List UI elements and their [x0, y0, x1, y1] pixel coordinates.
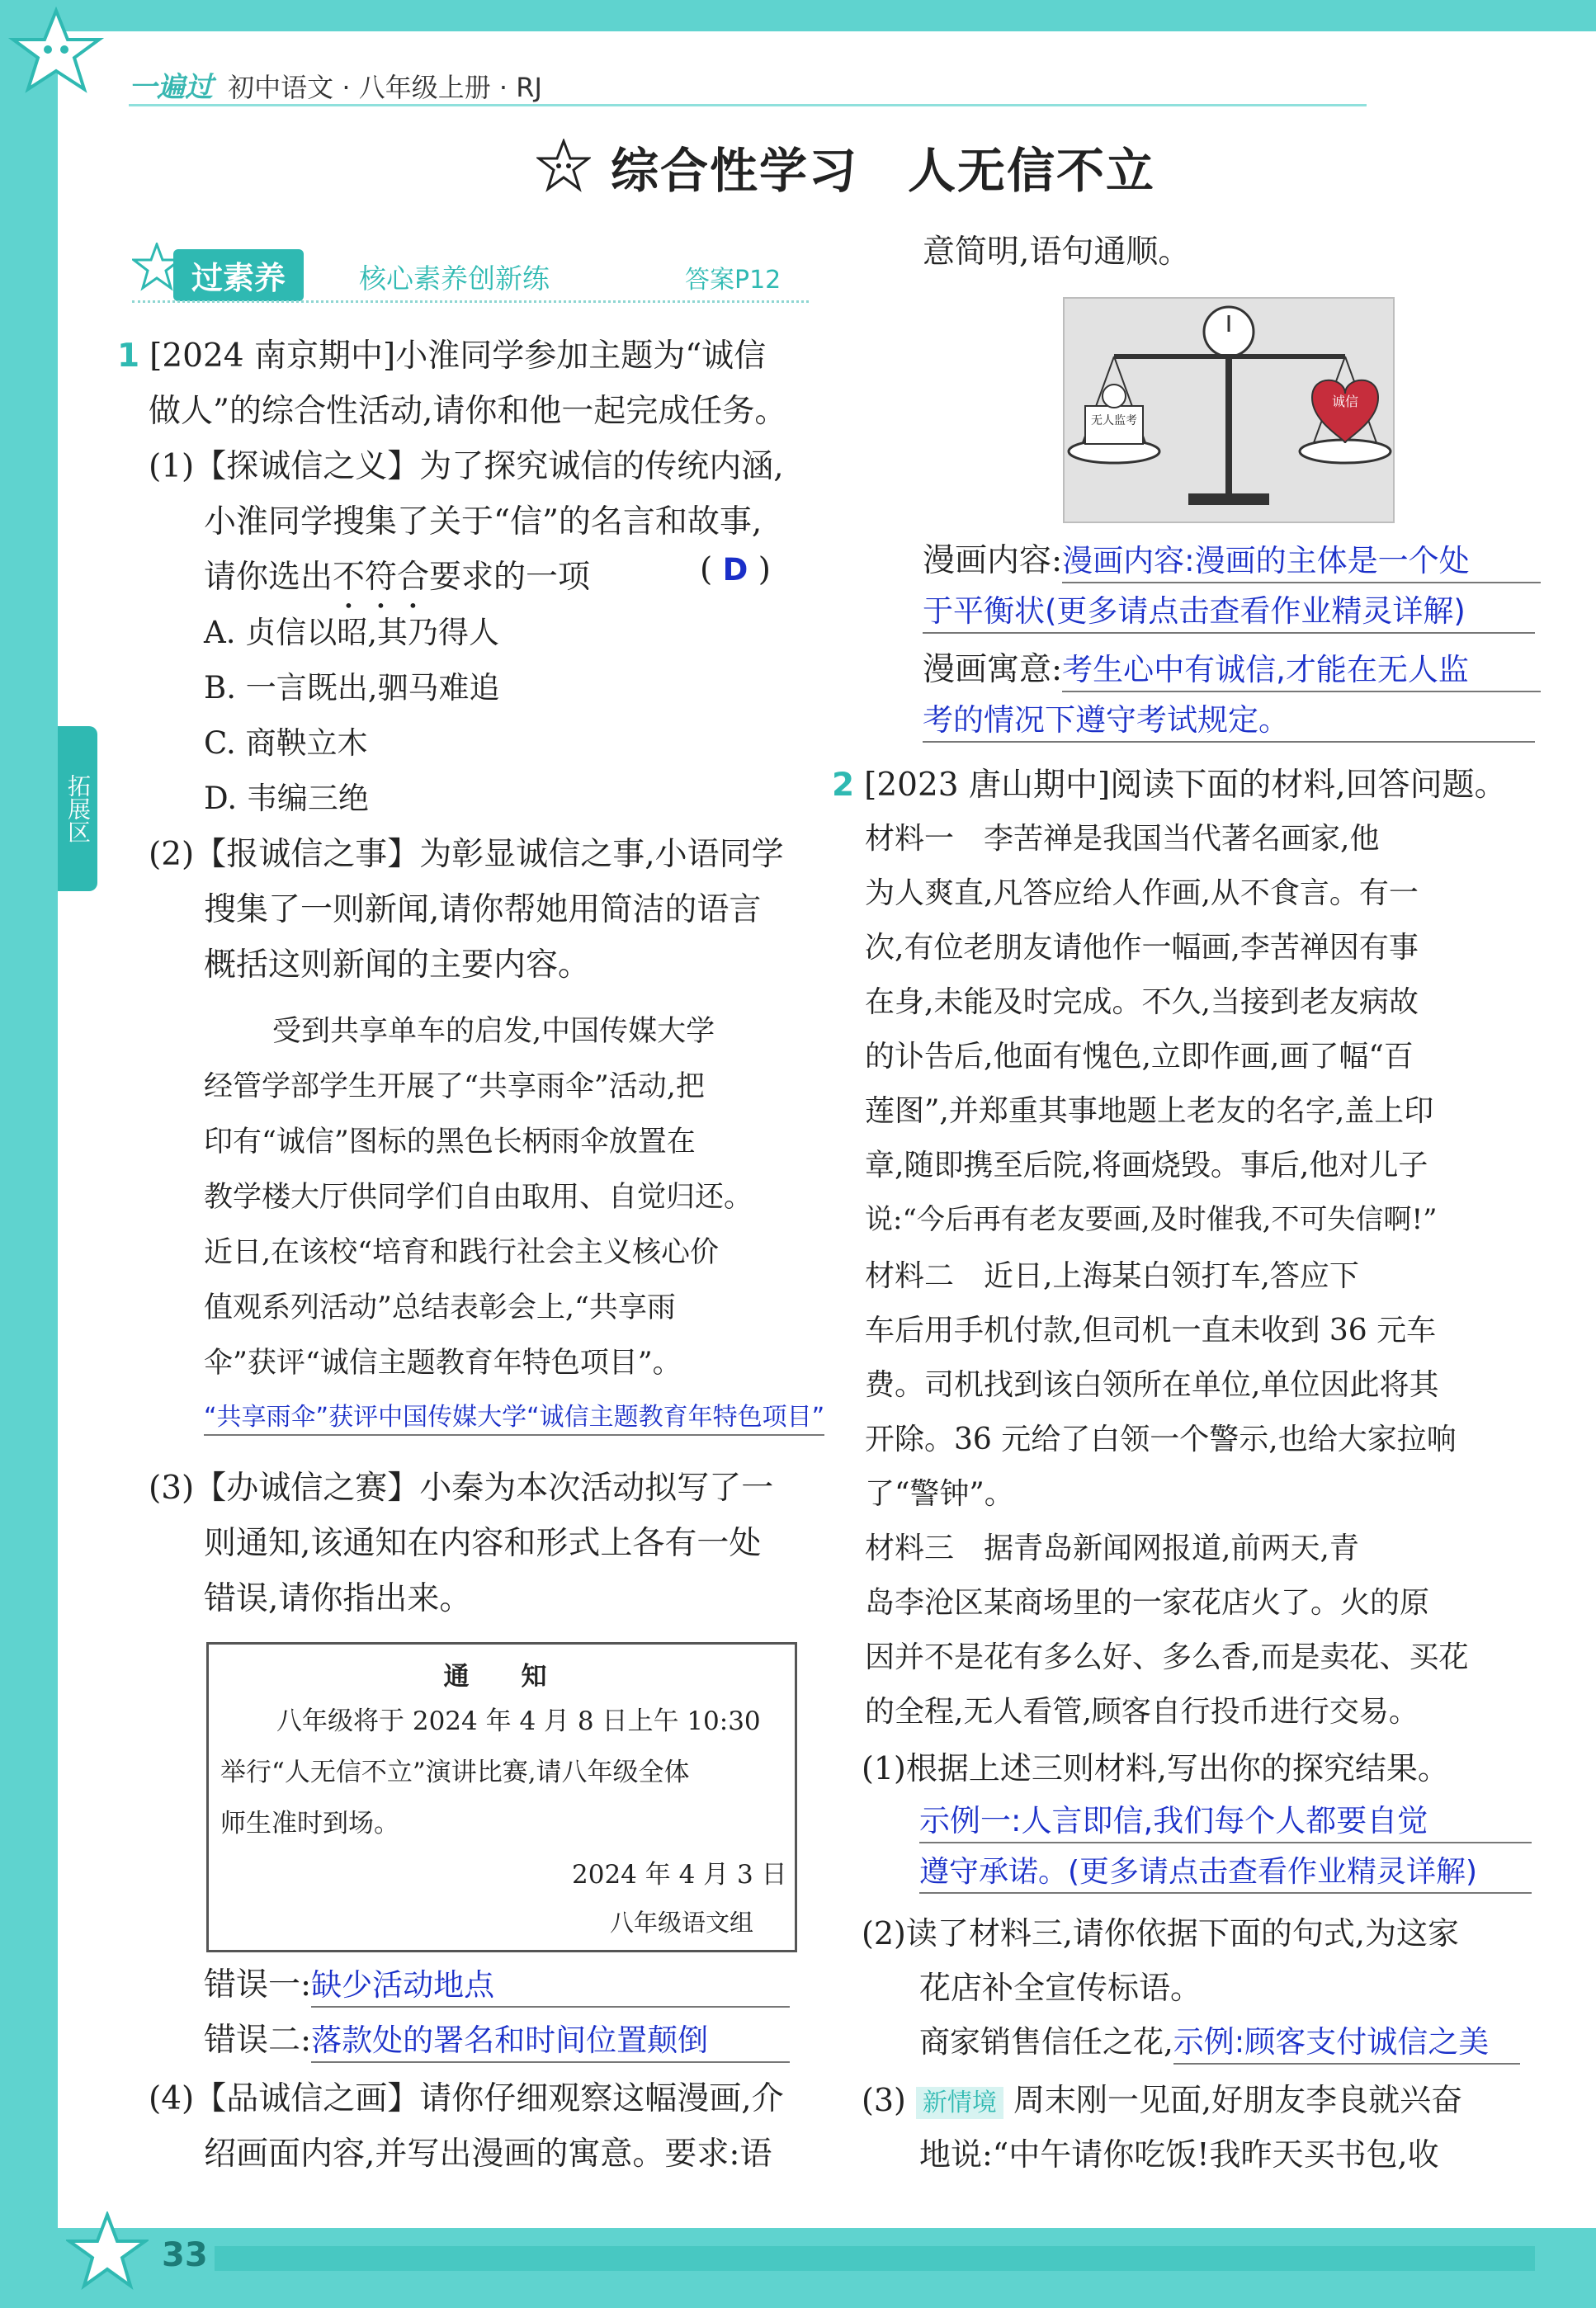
- material-line: 了“警钟”。: [865, 1477, 1014, 1511]
- error2-answer: 落款处的署名和时间位置颠倒: [311, 2015, 790, 2063]
- news-line: 近日,在该校“培育和践行社会主义核心价: [204, 1236, 720, 1269]
- q1-stem-line2: 做人”的综合性活动,请你和他一起完成任务。: [149, 393, 787, 430]
- subject-label: 初中语文 · 八年级上册 · RJ: [228, 72, 542, 103]
- material-line: 为人爽直,凡答应给人作画,从不食言。有一: [865, 876, 1419, 910]
- content-row: [923, 535, 1541, 583]
- material-line: 因并不是花有多么好、多么香,而是卖花、买花: [865, 1640, 1469, 1674]
- error1-row: [204, 1959, 790, 2008]
- q1-part1-line1: (1)【探诚信之义】为了探究诚信的传统内涵,: [149, 448, 784, 485]
- news-line: 经管学部学生开展了“共享雨伞”活动,把: [204, 1070, 705, 1103]
- notice-title: 通 知: [443, 1662, 560, 1692]
- error1-answer: 缺少活动地点: [311, 1960, 790, 2008]
- option-a: A. 贞信以昭,其乃得人: [204, 615, 500, 650]
- q1-part3-line1: (3)【办诚信之赛】小秦为本次活动拟写了一: [149, 1470, 774, 1507]
- balance-cartoon: [1063, 297, 1395, 523]
- q1-stem-line1: [117, 330, 766, 376]
- top-frame: [0, 0, 1596, 31]
- notice-line1: 八年级将于 2024 年 4 月 8 日上午 10:30: [276, 1706, 761, 1736]
- q1-part1-emphasis: 不符合: [333, 559, 430, 596]
- new-context-tag: 新情境: [916, 2087, 1003, 2119]
- q2-sub3-text: 周末刚一见面,好朋友李良就兴奋: [1013, 2082, 1463, 2118]
- q1-part4-line3: 意简明,语句通顺。: [923, 234, 1191, 271]
- left-frame: [0, 0, 58, 2308]
- q1-part3-line2: 则通知,该通知在内容和形式上各有一处: [204, 1525, 762, 1562]
- brand-logo: 一遍过: [129, 71, 213, 104]
- q2-stem-text: [2023 唐山期中]阅读下面的材料,回答问题。: [864, 767, 1507, 804]
- news-line: 伞”获评“诚信主题教育年特色项目”。: [204, 1347, 682, 1380]
- content-answer-line1: 漫画内容:漫画的主体是一个处: [1062, 536, 1541, 583]
- news-line: 受到共享单车的启发,中国传媒大学: [272, 1015, 715, 1048]
- meaning-answer-line2: 考的情况下遵守考试规定。: [923, 695, 1535, 743]
- q2-sub1: (1)根据上述三则材料,写出你的探究结果。: [862, 1750, 1449, 1786]
- material-line: 费。司机找到该白领所在单位,单位因此将其: [865, 1368, 1439, 1402]
- content-label: 漫画内容:: [923, 542, 1063, 579]
- q2-sub2-line2: 花店补全宣传标语。: [919, 1970, 1202, 2006]
- star-mascot-icon: [7, 7, 106, 97]
- q1-part1-line2: 小淮同学搜集了关于“信”的名言和故事,: [204, 503, 763, 540]
- q2-sub3-number: (3): [862, 2082, 906, 2118]
- cartoon-left-label: 无人监考: [1091, 414, 1137, 427]
- cartoon-right-label: 诚信: [1331, 394, 1359, 409]
- q2-sub3-line1: [862, 2074, 1462, 2120]
- option-d: D. 韦编三绝: [204, 781, 369, 816]
- slogan-prefix: 商家销售信任之花,: [919, 2024, 1173, 2060]
- meaning-answer-line1: 考生心中有诚信,才能在无人监: [1062, 644, 1541, 692]
- answer-reference: 答案P12: [685, 266, 781, 295]
- q1-part2-answer: “共享雨伞”获评中国传媒大学“诚信主题教育年特色项目”: [204, 1396, 824, 1436]
- page-title: 综合性学习 人无信不立: [611, 143, 1156, 199]
- q1-answer-bracket: [700, 551, 771, 588]
- banner-divider: [132, 300, 809, 303]
- q2-sub1-answer-line1: 示例一:人言即信,我们每个人都要自觉: [919, 1796, 1532, 1843]
- q1-part1-line3: [204, 551, 590, 616]
- q1-part1-text-c: 要求的一项: [429, 559, 591, 596]
- material-line: 莲图”,并郑重其事地题上老友的名字,盖上印: [865, 1094, 1434, 1128]
- q1-stem-text: [2024 南京期中]小淮同学参加主题为“诚信: [149, 337, 767, 375]
- meaning-row: [923, 644, 1541, 692]
- bracket-close: ): [758, 551, 771, 588]
- material-line: 的全程,无人看管,顾客自行投币进行交易。: [865, 1695, 1419, 1729]
- material-line: 说:“今后再有老友要画,及时催我,不可失信啊!”: [865, 1203, 1438, 1236]
- content-answer-line2: 于平衡状(更多请点击查看作业精灵详解): [923, 586, 1535, 634]
- material-line: 材料二 近日,上海某白领打车,答应下: [865, 1259, 1359, 1293]
- q2-number: 2: [832, 767, 855, 804]
- q1-part1-text-a: 请你选出: [204, 559, 333, 596]
- q1-part4-line2: 绍画面内容,并写出漫画的寓意。要求:语: [204, 2136, 772, 2173]
- header-divider: [129, 104, 1367, 106]
- bracket-open: (: [700, 551, 713, 588]
- meaning-label: 漫画寓意:: [923, 651, 1063, 688]
- q2-sub2-slogan: [919, 2017, 1520, 2065]
- section-banner: [132, 243, 809, 309]
- error1-label: 错误一:: [204, 1966, 312, 2004]
- option-c: C. 商鞅立木: [204, 725, 368, 761]
- footer-star-icon: [66, 2211, 149, 2294]
- q1-part1-answer: D: [722, 552, 748, 588]
- material-line: 在身,未能及时完成。不久,当接到老友病故: [865, 985, 1419, 1019]
- news-line: 值观系列活动”总结表彰会上,“共享雨: [204, 1291, 676, 1324]
- header: [129, 64, 542, 105]
- error2-row: [204, 2014, 790, 2063]
- star-face-icon: [536, 139, 591, 193]
- page-number: 33: [162, 2236, 208, 2274]
- q1-number: 1: [117, 337, 140, 375]
- scale-illustration: [1065, 299, 1393, 522]
- q2-stem: [832, 759, 1507, 805]
- material-line: 岛李沧区某商场里的一家花店火了。火的原: [865, 1586, 1430, 1620]
- banner-subtitle: 核心素养创新练: [359, 262, 550, 295]
- q1-part2-line2: 搜集了一则新闻,请你帮她用简洁的语言: [204, 891, 762, 928]
- q1-part2-line1: (2)【报诚信之事】为彰显诚信之事,小语同学: [149, 836, 784, 873]
- material-line: 车后用手机付款,但司机一直未收到 36 元车: [865, 1314, 1437, 1348]
- banner-label: 过素养: [173, 249, 304, 301]
- notice-signature: 八年级语文组: [610, 1909, 754, 1937]
- q1-part3-line3: 错误,请你指出来。: [204, 1580, 472, 1617]
- material-line: 材料三 据青岛新闻网报道,前两天,青: [865, 1532, 1359, 1565]
- option-b: B. 一言既出,驷马难追: [204, 670, 500, 706]
- error2-label: 错误二:: [204, 2022, 312, 2059]
- q2-sub2-line1: (2)读了材料三,请你依据下面的句式,为这家: [862, 1915, 1459, 1952]
- news-line: 教学楼大厅供同学们自由取用、自觉归还。: [204, 1181, 753, 1214]
- q2-sub3-line2: 地说:“中午请你吃饭!我昨天买书包,收: [919, 2136, 1439, 2173]
- slogan-answer: 示例:顾客支付诚信之美: [1173, 2017, 1520, 2065]
- notice-line2: 举行“人无信不立”演讲比赛,请八年级全体: [220, 1758, 690, 1787]
- material-line: 次,有位老朋友请他作一幅画,李苦禅因有事: [865, 931, 1419, 965]
- q1-part2-line3: 概括这则新闻的主要内容。: [204, 946, 591, 984]
- q2-sub1-answer-line2: 遵守承诺。(更多请点击查看作业精灵详解): [919, 1848, 1532, 1894]
- material-line: 材料一 李苦禅是我国当代著名画家,他: [865, 822, 1380, 856]
- material-line: 章,随即携至后院,将画烧毁。事后,他对儿子: [865, 1149, 1428, 1182]
- material-line: 的讣告后,他面有愧色,立即作画,画了幅“百: [865, 1040, 1414, 1074]
- side-tab: 拓展区: [58, 726, 97, 891]
- notice-line3: 师生准时到场。: [220, 1809, 399, 1838]
- footer-band: [215, 2246, 1535, 2271]
- notice-box: [206, 1642, 797, 1952]
- news-line: 印有“诚信”图标的黑色长柄雨伞放置在: [204, 1126, 696, 1159]
- q1-part4-line1: (4)【品诚信之画】请你仔细观察这幅漫画,介: [149, 2080, 784, 2117]
- material-line: 开除。36 元给了白领一个警示,也给大家拉响: [865, 1423, 1457, 1456]
- notice-date: 2024 年 4 月 3 日: [572, 1860, 787, 1890]
